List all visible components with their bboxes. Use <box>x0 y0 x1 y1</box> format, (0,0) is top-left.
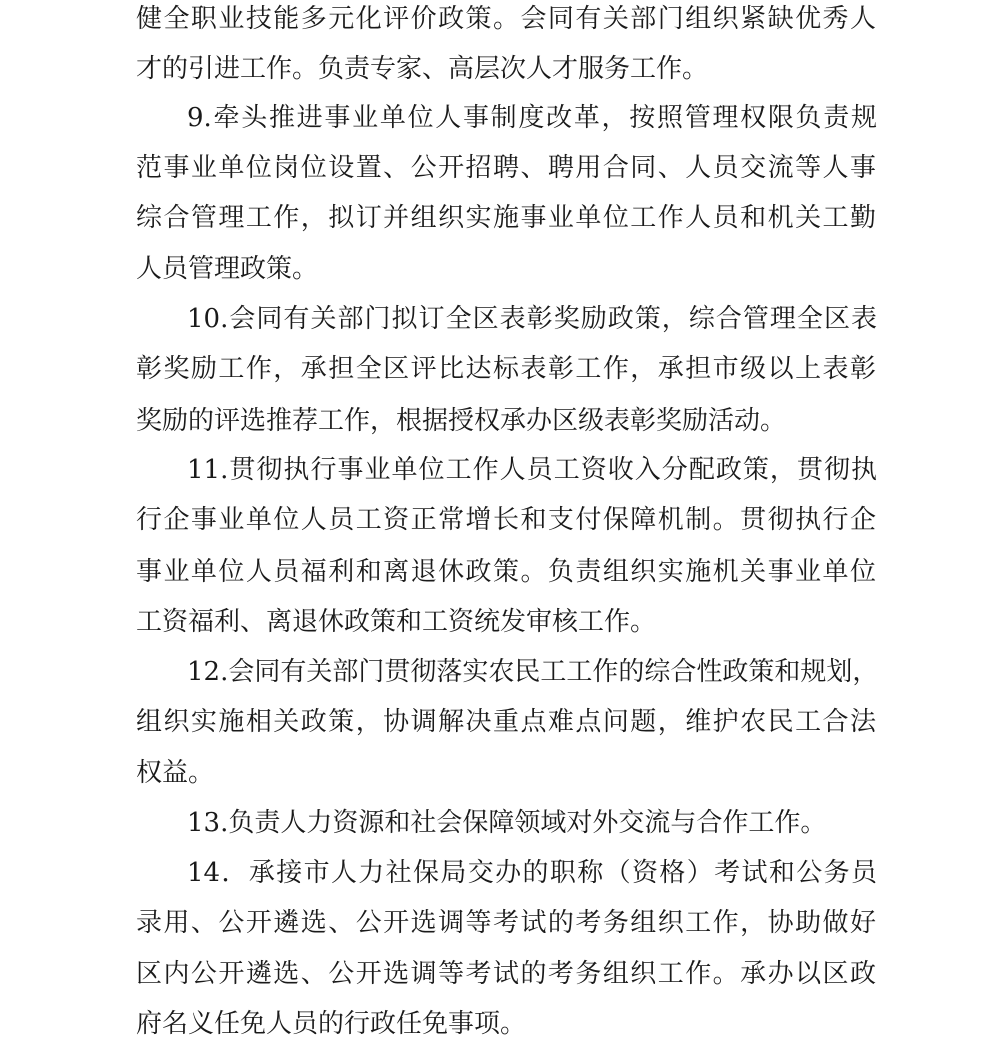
text-line: 组织实施相关政策，协调解决重点难点问题，维护农民工合法 <box>136 707 876 737</box>
text-line: 人员管理政策。 <box>136 254 319 284</box>
text-line: 才的引进工作。负责专家、高层次人才服务工作。 <box>136 54 709 84</box>
paragraph-line-item-14: 14．承接市人力社保局交办的职称（资格）考试和公务员 <box>187 858 877 888</box>
text-line: 奖励的评选推荐工作，根据授权承办区级表彰奖励活动。 <box>136 406 787 436</box>
paragraph-line-item-13: 13.负责人力资源和社会保障领域对外交流与合作工作。 <box>187 808 827 838</box>
text-line: 行企事业单位人员工资正常增长和支付保障机制。贯彻执行企 <box>136 505 876 535</box>
text-line: 彰奖励工作，承担全区评比达标表彰工作，承担市级以上表彰 <box>136 354 876 384</box>
text-line: 工资福利、离退休政策和工资统发审核工作。 <box>136 607 657 637</box>
text-line: 录用、公开遴选、公开选调等考试的考务组织工作，协助做好 <box>136 908 876 938</box>
text-line: 权益。 <box>136 758 215 788</box>
text-line: 事业单位人员福利和离退休政策。负责组织实施机关事业单位 <box>136 557 876 587</box>
text-line: 综合管理工作，拟订并组织实施事业单位工作人员和机关工勤 <box>136 203 876 233</box>
paragraph-line-item-12: 12.会同有关部门贯彻落实农民工工作的综合性政策和规划， <box>187 657 879 687</box>
paragraph-line-item-10: 10.会同有关部门拟订全区表彰奖励政策，综合管理全区表 <box>187 304 877 334</box>
text-line: 府名义任免人员的行政任免事项。 <box>136 1009 527 1039</box>
text-line: 健全职业技能多元化评价政策。会同有关部门组织紧缺优秀人 <box>136 4 876 34</box>
paragraph-line-item-9: 9.牵头推进事业单位人事制度改革，按照管理权限负责规 <box>187 103 877 133</box>
text-line: 范事业单位岗位设置、公开招聘、聘用合同、人员交流等人事 <box>136 153 876 183</box>
paragraph-line-item-11: 11.贯彻执行事业单位工作人员工资收入分配政策，贯彻执 <box>187 455 877 485</box>
text-line: 区内公开遴选、公开选调等考试的考务组织工作。承办以区政 <box>136 959 876 989</box>
